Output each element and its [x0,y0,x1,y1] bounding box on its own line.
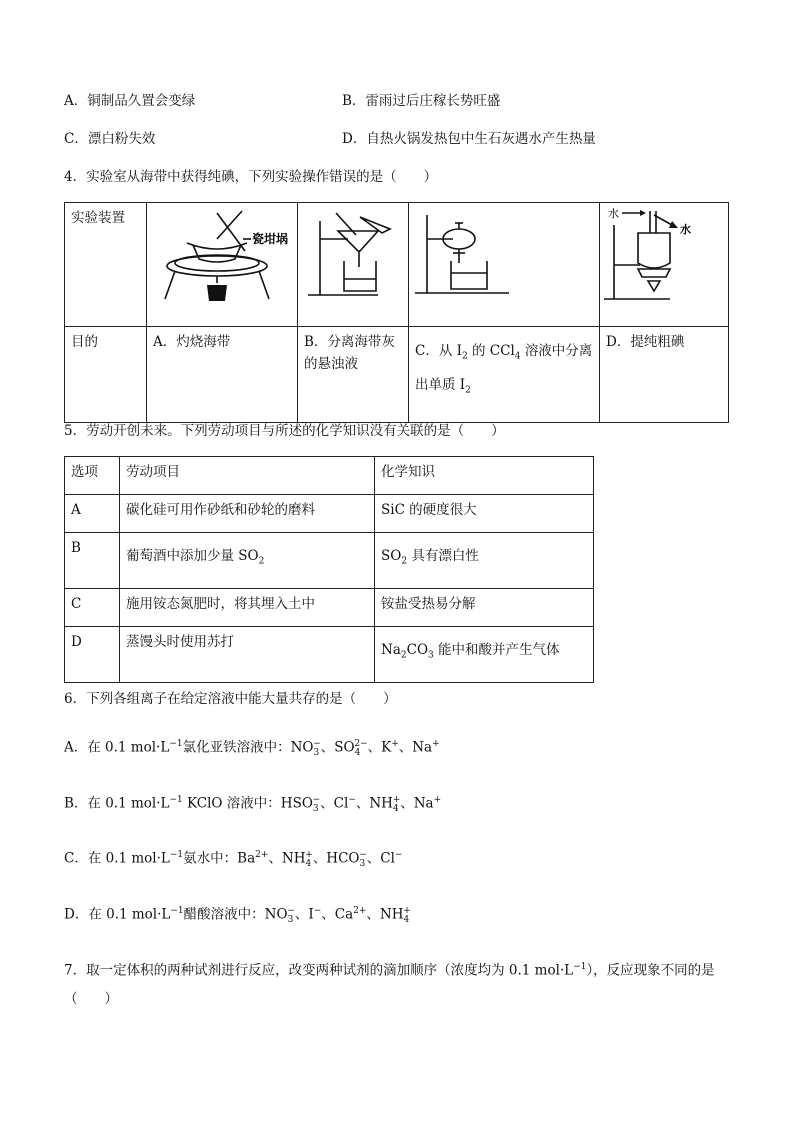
q5-row-c-knowledge: 铵盐受热易分解 [375,589,594,627]
q4-apparatus-a [147,203,298,327]
q5-row-b-option: B [65,533,120,589]
q7-stem: 7．取一定体积的两种试剂进行反应，改变两种试剂的滴加顺序（浓度均为 0.1 $mol\cdot L^{-1}$），反应现象不同的是 [64,962,715,979]
q5-row-b-knowledge: $SO_2$ 具有漂白性 [375,533,594,589]
q5-row-d-knowledge: $Na_2CO_3$ 能中和酸并产生气体 [375,627,594,683]
q5-row-a-item: 碳化硅可用作砂纸和砂轮的磨料 [120,495,375,533]
q6-option-b: B．在 0.1 $mol\cdot L^{-1}$ KClO 溶液中：$HSO_3^-$、Cl−、$NH_4^+$、Na+ [64,795,442,815]
q4-purpose-d: D．提纯粗碘 [600,327,729,423]
crucible-label: 瓷坩埚 [252,232,289,246]
q5-header-item: 劳动项目 [120,457,375,495]
q5-header-knowledge: 化学知识 [375,457,594,495]
q5-row-d-item: 蒸馒头时使用苏打 [120,627,375,683]
filtration-diagram [298,203,408,319]
q4-apparatus-c [409,203,600,327]
q4-table [64,202,729,423]
q6-option-d: D．在 0.1 $mol\cdot L^{-1}$醋酸溶液中：$NO_3^-$、I−、$Ca^{2+}$、$NH_4^+$ [64,906,411,926]
q5-row-c-item: 施用铵态氮肥时，将其埋入土中 [120,589,375,627]
q6-option-c: C．在 0.1 $mol\cdot L^{-1}$氨水中：$Ba^{2+}$、$NH_4^+$、$HCO_3^-$、Cl− [64,850,403,870]
q5-table [64,456,594,683]
water-out-label: 水 [680,224,691,236]
separatory-funnel-diagram [409,203,599,319]
q6-stem: 6．下列各组离子在给定溶液中能大量共存的是（ ） [64,691,397,707]
q4-purpose-b: B．分离海带灰的悬浊液 [298,327,409,423]
q4-apparatus-b [298,203,409,327]
q3-option-d: D．自热火锅发热包中生石灰遇水产生热量 [342,131,596,147]
q5-row-a-option: A [65,495,120,533]
q4-row-label-apparatus: 实验装置 [65,203,147,327]
q3-option-c: C．漂白粉失效 [64,131,156,147]
q6-option-a: A．在 0.1 $mol\cdot L^{-1}$氯化亚铁溶液中：$NO_3^-$、$SO_4^{2-}$、K+、Na+ [64,739,440,759]
sublimation-diagram [600,203,728,319]
q7-answer-paren: （ ） [64,991,118,1007]
q5-row-a-knowledge: SiC 的硬度很大 [375,495,594,533]
q5-row-b-item: 葡萄酒中添加少量 $SO_2$ [120,533,375,589]
q4-purpose-c: C．从 $I_2$ 的 CCl$_4$ 溶液中分离出单质 $I_2$ [409,327,600,423]
q3-option-b: B．雷雨过后庄稼长势旺盛 [342,93,501,109]
water-in-label: 水 [608,208,619,220]
q4-row-label-purpose: 目的 [65,327,147,423]
q5-stem: 5．劳动开创未来。下列劳动项目与所述的化学知识没有关联的是（ ） [64,423,505,439]
q4-stem: 4．实验室从海带中获得纯碘，下列实验操作错误的是（ ） [64,169,438,185]
q5-row-d-option: D [65,627,120,683]
q5-header-option: 选项 [65,457,120,495]
q4-purpose-a: A．灼烧海带 [147,327,298,423]
q5-row-c-option: C [65,589,120,627]
crucible-burning-diagram [147,203,297,319]
q3-option-a: A．铜制品久置会变绿 [64,93,196,109]
q4-apparatus-d [600,203,729,327]
